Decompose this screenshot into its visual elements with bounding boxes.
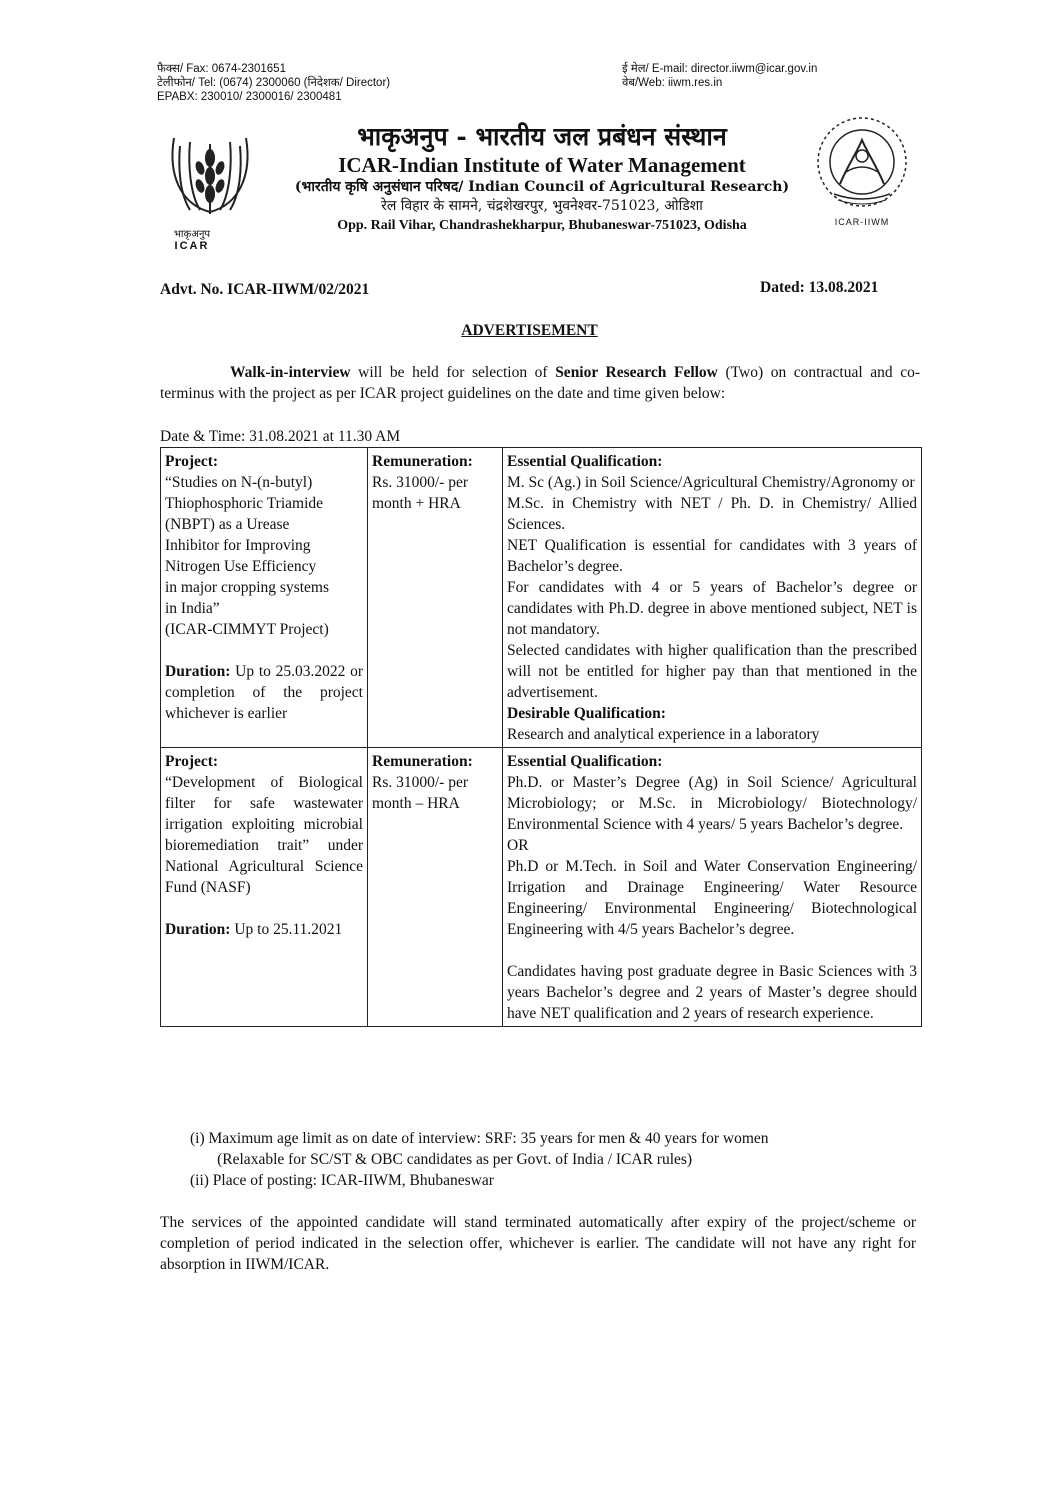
positions-table (160, 447, 922, 1027)
epabx-line: EPABX: 230010/ 2300016/ 2300481 (157, 91, 342, 103)
seal-caption: ICAR-IIWM (834, 217, 890, 227)
remuneration-cell (368, 448, 503, 748)
iiwm-logo (812, 112, 912, 232)
project-label: Project: (165, 453, 219, 470)
duration-block (165, 661, 363, 724)
date-time-line: Date & Time: 31.08.2021 at 11.30 AM (160, 428, 401, 445)
intro-text-1: will be held for selection of (350, 364, 556, 381)
note-item: (Relaxable for SC/ST & OBC candidates as per Govt. of India / ICAR rules) (190, 1151, 693, 1168)
project-line: Thiophosphoric Triamide (165, 495, 324, 512)
title-hindi: भाकृअनुप - भारतीय जल प्रबंधन संस्थान (357, 122, 727, 151)
table-row (161, 748, 922, 1027)
essential-para: M.Sc. in Chemistry with NET / Ph. D. in Chemistry/ Allied Sciences. (507, 495, 917, 533)
qualification-cell (503, 448, 922, 748)
remuneration-text: Rs. 31000/- per month + HRA (372, 474, 469, 512)
web-line: वेब/Web: iiwm.res.in (622, 77, 723, 89)
note-item: (i) Maximum age limit as on date of interview: SRF: 35 years for men & 40 years for women (190, 1130, 769, 1147)
project-line: (NBPT) as a Urease (165, 516, 290, 533)
duration-text: Up to 25.11.2021 (230, 921, 343, 938)
essential-label: Essential Qualification: (507, 753, 663, 770)
remuneration-cell (368, 748, 503, 1027)
note-item: (ii) Place of posting: ICAR-IIWM, Bhubaneswar (190, 1172, 494, 1189)
advt-number: Advt. No. ICAR-IIWM/02/2021 (160, 281, 370, 298)
project-cell (161, 448, 368, 748)
duration-label: Duration: (165, 663, 231, 680)
project-label: Project: (165, 753, 219, 770)
project-line: (ICAR-CIMMYT Project) (165, 621, 329, 638)
project-line: in India” (165, 600, 220, 617)
project-text: “Development of Biological filter for safe wastewater irrigation exploiting microbial bioremediation trait” under National Agricultural Science Fund (NASF) (165, 774, 363, 896)
desirable-label: Desirable Qualification: (507, 705, 666, 722)
project-cell (161, 748, 368, 1027)
fax-line: फैक्स/ Fax: 0674-2301651 (157, 63, 286, 75)
essential-para: M. Sc (Ag.) in Soil Science/Agricultural Chemistry/Agronomy or (507, 474, 915, 491)
logo-caption-hindi: भाकृअनुप (173, 229, 211, 240)
council-line: (भारतीय कृषि अनुसंधान परिषद/ Indian Council of Agricultural Research) (294, 179, 790, 195)
project-line: in major cropping systems (165, 579, 330, 596)
intro-paragraph (160, 362, 920, 404)
address-english: Opp. Rail Vihar, Chandrashekharpur, Bhubaneswar-751023, Odisha (337, 218, 747, 233)
page-title: ADVERTISEMENT (461, 322, 598, 339)
title-english: ICAR-Indian Institute of Water Management (338, 153, 746, 177)
address-hindi: रेल विहार के सामने, चंद्रशेखरपुर, भुवनेश्वर-751023, ओडिशा (381, 198, 703, 214)
institute-header (262, 122, 822, 235)
intro-text-2: (Two) on contractual and co-terminus with the project as per ICAR project guidelines on the date and time given below: (160, 364, 920, 402)
contact-left (157, 62, 390, 104)
essential-para: For candidates with 4 or 5 years of Bachelor’s degree or candidates with Ph.D. degree in above mentioned subject, NET is not mandatory. (507, 579, 917, 638)
footer-paragraph: The services of the appointed candidate will stand terminated automatically after expiry of the project/scheme or completion of period indicated in the selection offer, whichever is earlier. The candidate will not have any right for absorption in IIWM/ICAR. (160, 1214, 916, 1273)
duration-block (165, 919, 363, 940)
email-line: ई मेल/ E-mail: director.iiwm@icar.gov.in (622, 63, 818, 75)
intro-bold-walkin: Walk-in-interview (230, 364, 351, 381)
wheat-emblem-icon (160, 124, 260, 224)
project-line: Nitrogen Use Efficiency (165, 558, 317, 575)
essential-extra: Candidates having post graduate degree in Basic Sciences with 3 years Bachelor’s degree and 2 years of Master’s degree should have NET qualification and 2 years of research experience. (507, 963, 917, 1022)
essential-para: Selected candidates with higher qualification than the prescribed will not be entitled for higher pay than that mentioned in the advertisement. (507, 642, 917, 701)
intro-bold-srf: Senior Research Fellow (555, 364, 718, 381)
project-line: Inhibitor for Improving (165, 537, 311, 554)
essential-para: NET Qualification is essential for candidates with 3 years of Bachelor’s degree. (507, 537, 917, 575)
icar-logo (160, 124, 260, 250)
advt-date: Dated: 13.08.2021 (760, 279, 879, 296)
essential-label: Essential Qualification: (507, 453, 663, 470)
remuneration-label: Remuneration: (372, 453, 473, 470)
logo-caption-english: ICAR (174, 240, 210, 252)
remuneration-label: Remuneration: (372, 753, 473, 770)
remuneration-text: Rs. 31000/- per month – HRA (372, 774, 469, 812)
duration-text: Up to 25.03.2022 or completion of the project whichever is earlier (165, 663, 363, 722)
notes-list (190, 1128, 930, 1191)
essential-para: OR (507, 837, 529, 854)
desirable-text: Research and analytical experience in a laboratory (507, 726, 820, 743)
qualification-cell (503, 748, 922, 1027)
essential-para: Ph.D or M.Tech. in Soil and Water Conservation Engineering/ Irrigation and Drainage Engineering/ Water Resource Engineering/ Environmental Engineering/ Biotechnological Engineering with 4/5 years Bachelor’s degree. (507, 858, 917, 938)
contact-right (622, 62, 817, 90)
duration-label: Duration: (165, 921, 231, 938)
project-line: “Studies on N-(n-butyl) (165, 474, 313, 491)
iiwm-seal-icon (812, 112, 912, 212)
tel-line: टेलीफोन/ Tel: (0674) 2300060 (निदेशक/ Director) (157, 77, 391, 89)
table-row (161, 448, 922, 748)
essential-para: Ph.D. or Master’s Degree (Ag) in Soil Science/ Agricultural Microbiology; or M.Sc. in Microbiology/ Biotechnology/ Environmental Science with 4 years/ 5 years Bachelor’s degree. (507, 774, 917, 833)
